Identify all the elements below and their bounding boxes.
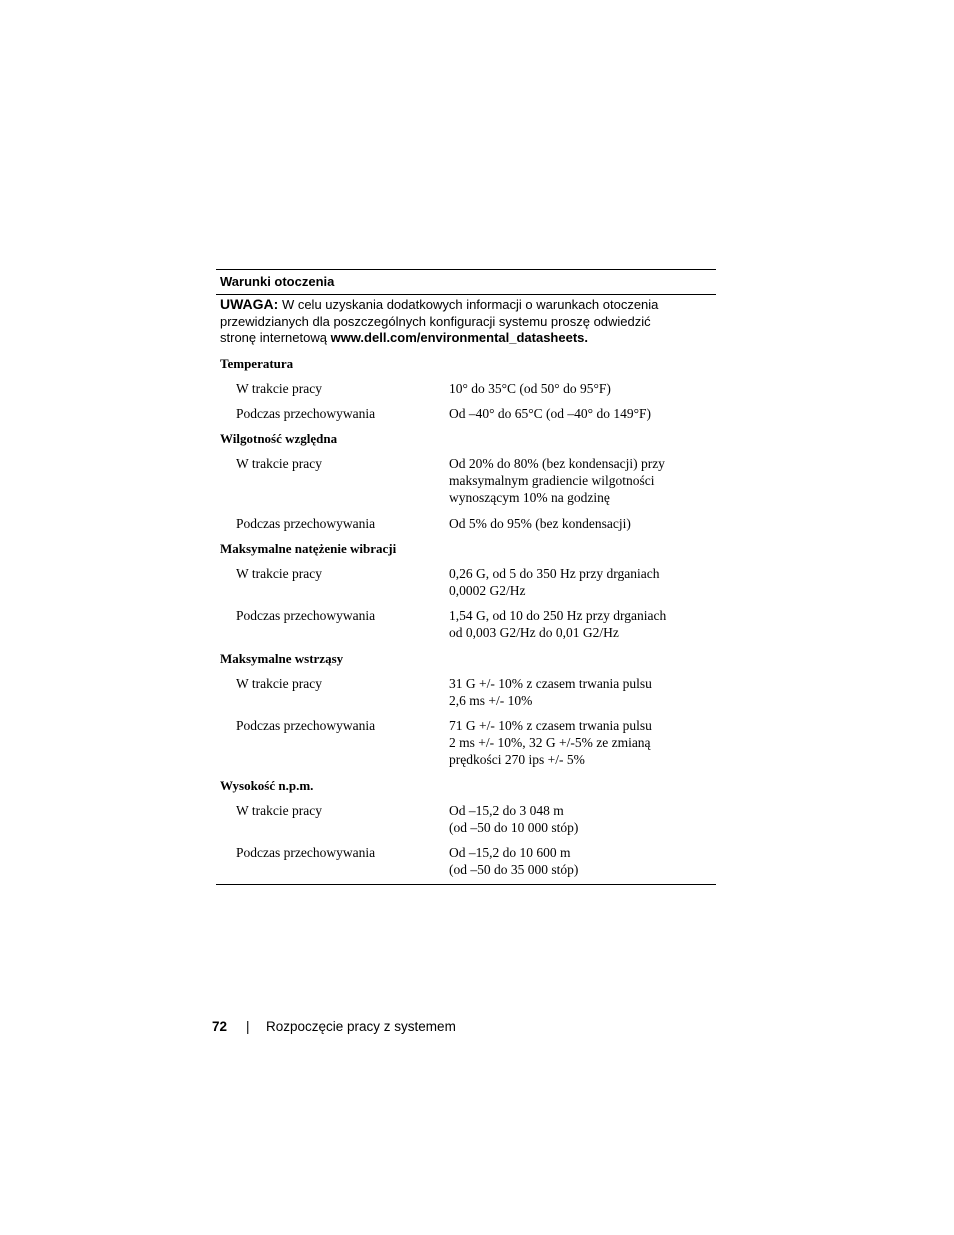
page-footer	[212, 1018, 456, 1035]
spec-value-line: (od –50 do 35 000 stóp)	[449, 862, 579, 878]
spec-row-value	[449, 802, 689, 836]
spec-value-line: 71 G +/- 10% z czasem trwania pulsu	[449, 717, 652, 733]
note-text: W celu uzyskania dodatkowych informacji o warunkach otoczenia przewidzianych dla poszczególnych konfiguracji systemu proszę odwiedzić stronę internetową	[220, 297, 659, 345]
spec-row-label: Podczas przechowywania	[236, 844, 376, 860]
spec-value-line: od 0,003 G2/Hz do 0,01 G2/Hz	[449, 625, 619, 641]
spec-row-label: Podczas przechowywania	[236, 405, 376, 421]
footer-separator: |	[246, 1019, 250, 1034]
note-label: UWAGA:	[220, 296, 279, 312]
spec-sections	[216, 355, 716, 879]
table-title: Warunki otoczenia	[220, 274, 335, 289]
spec-row-label: W trakcie pracy	[236, 565, 322, 581]
spec-row-value	[449, 675, 689, 709]
section-title: Maksymalne natężenie wibracji	[220, 540, 397, 556]
spec-row	[216, 717, 716, 769]
spec-value-line: Od –15,2 do 10 600 m	[449, 844, 571, 860]
section-title: Temperatura	[220, 355, 294, 371]
environmental-spec-table	[216, 269, 716, 885]
spec-value-line: 0,26 G, od 5 do 350 Hz przy drganiach	[449, 565, 660, 581]
note-url: www.dell.com/environmental_datasheets.	[330, 330, 589, 345]
spec-row-label: Podczas przechowywania	[236, 717, 376, 733]
spec-row-value	[449, 455, 689, 507]
spec-row-value	[449, 405, 689, 422]
spec-row	[216, 675, 716, 709]
spec-row-label: W trakcie pracy	[236, 802, 322, 818]
section-title: Maksymalne wstrząsy	[220, 650, 344, 666]
spec-row	[216, 844, 716, 878]
spec-row-label: W trakcie pracy	[236, 675, 322, 691]
spec-row	[216, 515, 716, 532]
spec-value-line: 1,54 G, od 10 do 250 Hz przy drganiach	[449, 608, 667, 624]
spec-row-label: W trakcie pracy	[236, 455, 322, 471]
spec-row-value	[449, 565, 689, 599]
note-block	[216, 295, 690, 347]
spec-value-line: Od 20% do 80% (bez kondensacji) przy	[449, 455, 665, 471]
spec-row-label: Podczas przechowywania	[236, 608, 376, 624]
spec-value-line: prędkości 270 ips +/- 5%	[449, 752, 585, 768]
spec-row	[216, 455, 716, 507]
chapter-title: Rozpoczęcie pracy z systemem	[266, 1019, 456, 1034]
spec-value-line: 2,6 ms +/- 10%	[449, 692, 533, 708]
spec-row-value	[449, 844, 689, 878]
spec-row	[216, 607, 716, 641]
spec-row-label: W trakcie pracy	[236, 380, 322, 396]
spec-row-value	[449, 380, 689, 397]
spec-value-line: Od 5% do 95% (bez kondensacji)	[449, 515, 631, 531]
table-bottom-rule	[216, 884, 716, 885]
spec-value-line: wynoszącym 10% na godzinę	[449, 490, 610, 506]
spec-row-value	[449, 607, 689, 641]
spec-value-line: Od –15,2 do 3 048 m	[449, 802, 564, 818]
spec-value-line: (od –50 do 10 000 stóp)	[449, 819, 579, 835]
spec-row	[216, 565, 716, 599]
spec-row	[216, 405, 716, 422]
spec-value-line: 0,0002 G2/Hz	[449, 582, 526, 598]
spec-row-value	[449, 717, 689, 769]
section-title: Wysokość n.p.m.	[220, 777, 314, 793]
page-number: 72	[212, 1019, 228, 1034]
section-title: Wilgotność względna	[220, 430, 338, 446]
spec-row-label: Podczas przechowywania	[236, 515, 376, 531]
spec-row	[216, 380, 716, 397]
spec-value-line: Od –40° do 65°C (od –40° do 149°F)	[449, 405, 651, 421]
spec-value-line: 31 G +/- 10% z czasem trwania pulsu	[449, 675, 652, 691]
spec-value-line: maksymalnym gradiencie wilgotności	[449, 473, 655, 489]
spec-row	[216, 802, 716, 836]
spec-row-value	[449, 515, 689, 532]
spec-value-line: 2 ms +/- 10%, 32 G +/-5% ze zmianą	[449, 735, 651, 751]
spec-value-line: 10° do 35°C (od 50° do 95°F)	[449, 380, 611, 396]
